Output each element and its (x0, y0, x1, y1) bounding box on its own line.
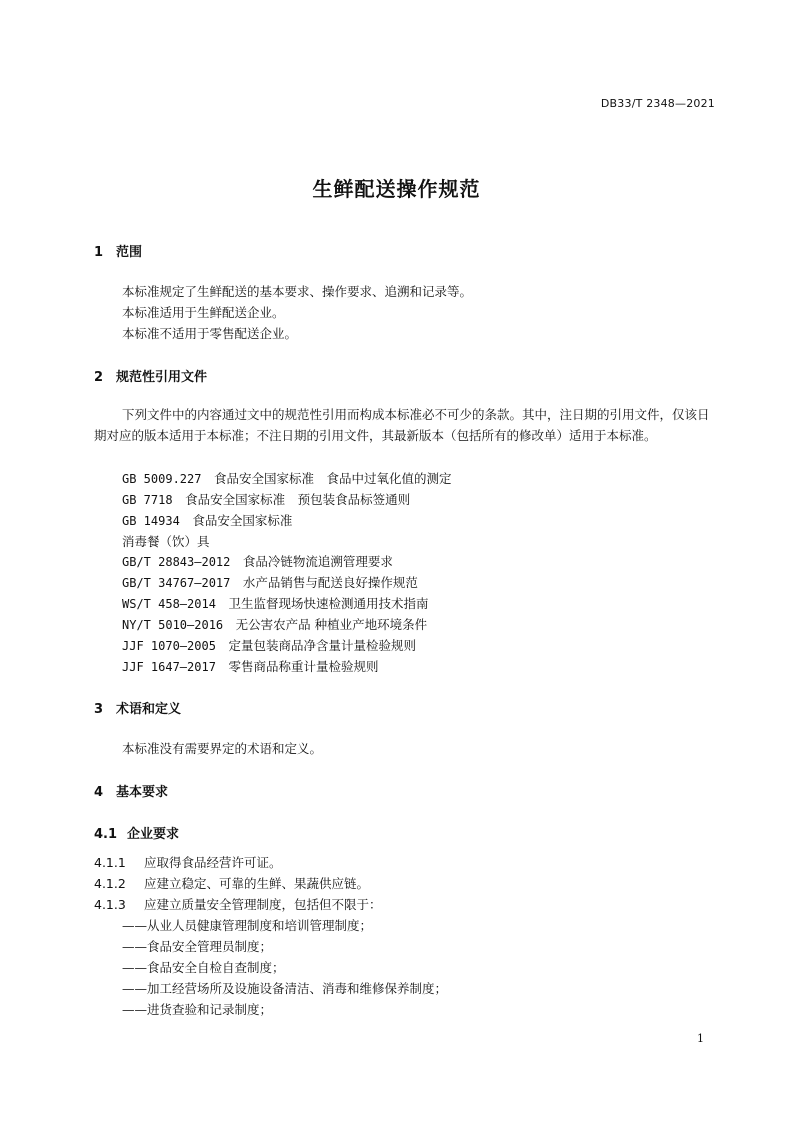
clause-number: 4.1.1 (94, 855, 126, 870)
reference-item (122, 469, 452, 487)
reference-item (122, 636, 416, 654)
clause (94, 874, 369, 892)
reference-item (122, 511, 292, 529)
reference-name: 食品安全国家标准 预包装食品标签通则 (185, 492, 411, 507)
list-item: ——食品安全自检自查制度； (122, 960, 285, 975)
reference-code: NY/T 5010—2016 (122, 618, 224, 632)
reference-name: 无公害农产品 种植业产地环境条件 (235, 617, 428, 632)
section-1-heading (94, 241, 142, 260)
reference-name: 卫生监督现场快速检测通用技术指南 (228, 596, 429, 611)
subsection-number: 4.1 (94, 827, 118, 842)
reference-name: 水产品销售与配送良好操作规范 (242, 575, 418, 590)
reference-item (122, 552, 393, 570)
reference-name: 食品安全国家标准 (192, 513, 293, 528)
list-item: ——从业人员健康管理制度和培训管理制度； (122, 918, 373, 933)
section-title: 术语和定义 (116, 702, 182, 717)
list-item: ——加工经营场所及设施设备清洁、消毒和维修保养制度； (122, 981, 448, 996)
reference-code: GB/T 28843—2012 (122, 555, 231, 569)
document-title: 生鲜配送操作规范 (312, 177, 481, 201)
clause-text: 应取得食品经营许可证。 (144, 855, 282, 870)
document-code: DB33/T 2348—2021 (600, 97, 715, 110)
reference-item (122, 615, 427, 633)
clause (94, 895, 382, 913)
section-4-heading (94, 781, 168, 800)
paragraph: 本标准规定了生鲜配送的基本要求、操作要求、追溯和记录等。 (122, 284, 473, 299)
clause (94, 853, 282, 871)
reference-code: GB/T 34767—2017 (122, 576, 231, 590)
reference-name: 定量包装商品净含量计量检验规则 (228, 638, 416, 653)
clause-text: 应建立质量安全管理制度，包括但不限于： (144, 897, 382, 912)
page-number: 1 (697, 1032, 704, 1045)
paragraph: 本标准适用于生鲜配送企业。 (122, 305, 285, 320)
list-item: ——食品安全管理员制度； (122, 939, 273, 954)
clause-number: 4.1.3 (94, 897, 126, 912)
paragraph: 本标准不适用于零售配送企业。 (122, 326, 298, 341)
section-title: 规范性引用文件 (116, 370, 208, 385)
section-number: 1 (94, 245, 104, 260)
reference-item (122, 532, 210, 550)
reference-item (122, 490, 410, 508)
subsection-title: 企业要求 (127, 827, 180, 842)
reference-name: 食品安全国家标准 食品中过氧化值的测定 (214, 471, 452, 486)
clause-text: 应建立稳定、可靠的生鲜、果蔬供应链。 (144, 876, 370, 891)
reference-item (122, 657, 378, 675)
section-2-heading (94, 366, 207, 385)
reference-code: WS/T 458—2014 (122, 597, 216, 611)
section-number: 4 (94, 785, 104, 800)
clause-number: 4.1.2 (94, 876, 126, 891)
list-item: ——进货查验和记录制度； (122, 1002, 273, 1017)
reference-name: 消毒餐（饮）具 (122, 534, 210, 549)
reference-item (122, 594, 428, 612)
intro-paragraph: 下列文件中的内容通过文中的规范性引用而构成本标准必不可少的条款。其中，注日期的引用文件，仅该日期对应的版本适用于本标准；不注日期的引用文件，其最新版本（包括所有的修改单）适用于本标准。 (94, 407, 710, 443)
reference-code: GB 14934 (122, 514, 180, 528)
reference-code: GB 5009.227 (122, 472, 202, 486)
reference-name: 食品冷链物流追溯管理要求 (242, 554, 393, 569)
subsection-4-1-heading (94, 823, 179, 842)
section-3-heading (94, 698, 181, 717)
reference-code: JJF 1070—2005 (122, 639, 216, 653)
section-title: 范围 (116, 245, 143, 260)
section-number: 3 (94, 702, 104, 717)
reference-code: JJF 1647—2017 (122, 660, 216, 674)
paragraph: 本标准没有需要界定的术语和定义。 (122, 741, 323, 756)
section-number: 2 (94, 370, 104, 385)
reference-item (122, 573, 418, 591)
reference-name: 零售商品称重计量检验规则 (228, 659, 379, 674)
reference-code: GB 7718 (122, 493, 173, 507)
section-title: 基本要求 (116, 785, 169, 800)
